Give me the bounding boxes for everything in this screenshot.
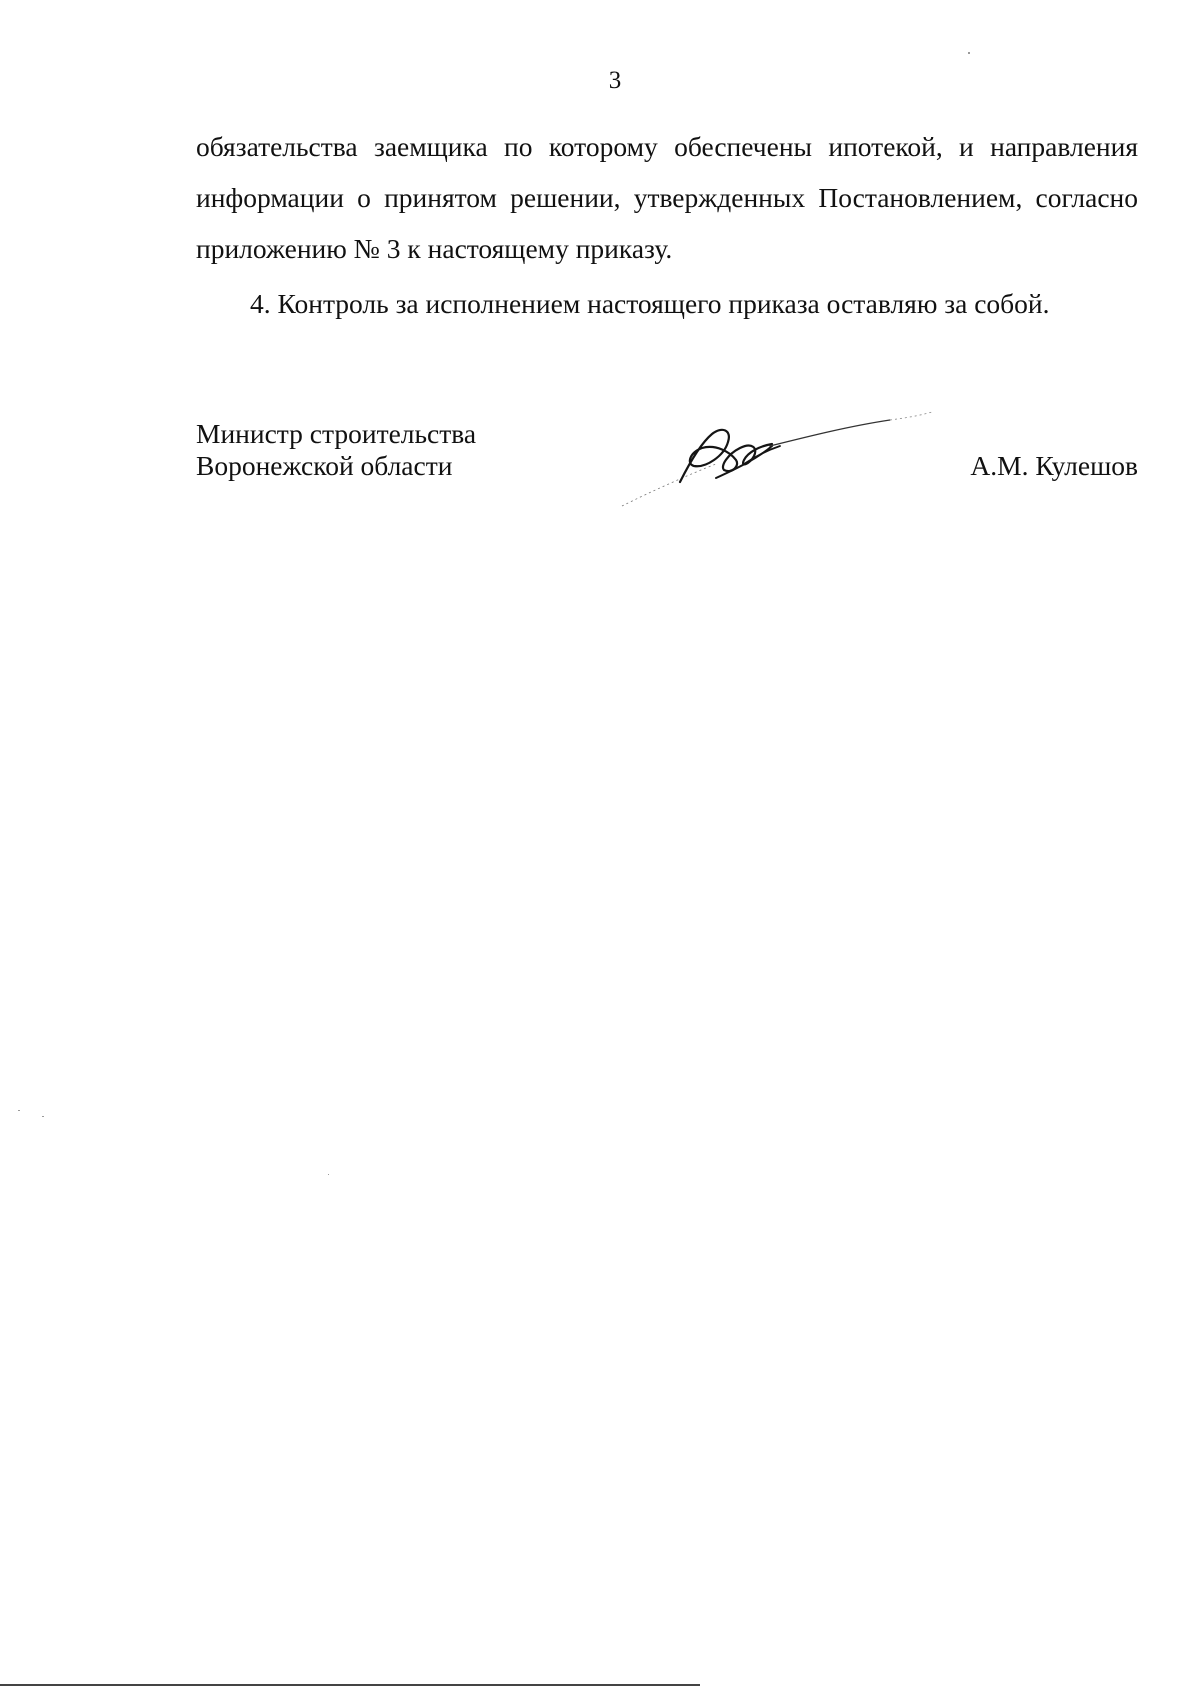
- paragraph-line: информации о принятом решении, утвержденных Постановлением, согласно: [196, 182, 1138, 213]
- scan-speck: [18, 1110, 20, 1111]
- paragraph-line: обязательства заемщика по которому обеспечены ипотекой, и направления: [196, 131, 1138, 162]
- scan-speck: [968, 52, 970, 54]
- signer-name: А.М. Кулешов: [970, 450, 1138, 481]
- scan-edge-line: [0, 1684, 700, 1686]
- document-body: [196, 121, 1138, 329]
- handwritten-signature: [620, 408, 940, 508]
- signer-position: [196, 418, 476, 482]
- page-number: 3: [608, 67, 622, 94]
- paragraph-item-4: 4. Контроль за исполнением настоящего приказа оставляю за собой.: [250, 288, 1050, 319]
- scan-speck: [328, 1174, 329, 1175]
- continuation-paragraph: [196, 121, 1138, 274]
- paragraph-line: приложению № 3 к настоящему приказу.: [196, 233, 673, 264]
- signer-position-line: Воронежской области: [196, 450, 453, 481]
- scan-speck: [42, 1116, 44, 1117]
- signer-position-line: Министр строительства: [196, 418, 477, 449]
